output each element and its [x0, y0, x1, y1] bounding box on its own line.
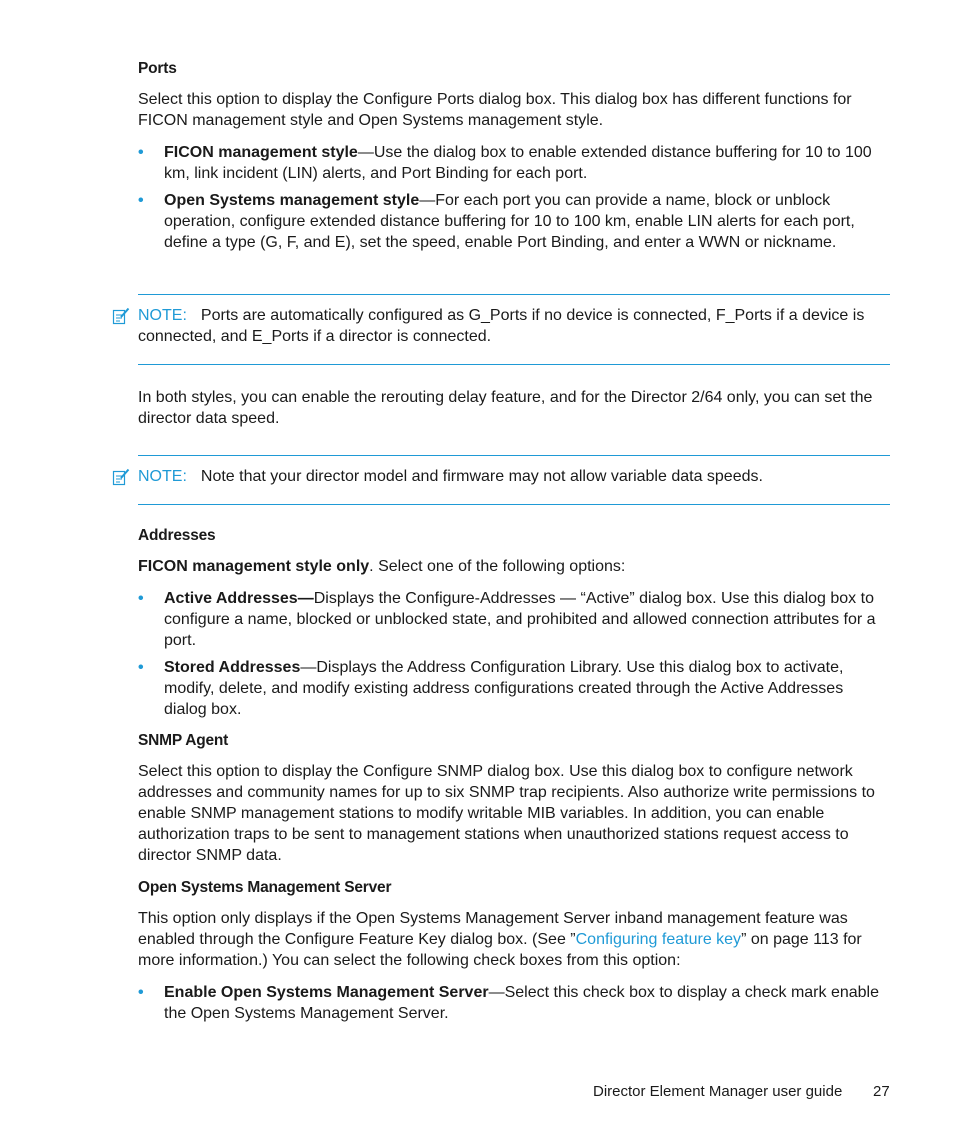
note-text: Note that your director model and firmware may not allow variable data speeds. — [200, 468, 763, 485]
bullet-text: —For each port you can provide a name, block or unblock operation, configure extended distance buffering for 10 to 100 km, enable LIN alerts for each port, define a type (G, F, and E), set the speed, enable Port Binding, and enter a WWN or nickname. — [164, 192, 855, 251]
note-top-rule — [138, 294, 890, 295]
osms-paragraph — [138, 908, 890, 971]
list-item — [138, 982, 890, 1024]
bullet-term: Active Addresses— — [164, 590, 314, 607]
note-bottom-rule — [138, 364, 890, 365]
note-box — [112, 305, 892, 347]
osms-heading: Open Systems Management Server — [138, 879, 392, 896]
ports-intro: Select this option to display the Configure Ports dialog box. This dialog box has different functions for FICON management style and Open Systems management style. — [138, 91, 852, 129]
note-label: NOTE: — [138, 468, 187, 485]
bullet-icon: • — [138, 659, 144, 676]
bullet-term: Open Systems management style — [164, 192, 420, 209]
styles-paragraph: In both styles, you can enable the rerouting delay feature, and for the Director 2/64 only, you can set the director data speed. — [138, 389, 873, 427]
footer-title: Director Element Manager user guide — [593, 1083, 843, 1100]
note-pencil-icon — [112, 468, 130, 486]
bullet-icon: • — [138, 144, 144, 161]
bullet-icon: • — [138, 590, 144, 607]
addresses-heading: Addresses — [138, 527, 216, 544]
note-label: NOTE: — [138, 307, 187, 324]
bullet-text: —Use the dialog box to enable extended distance buffering for 10 to 100 km, link incident (LIN) alerts, and Port Binding for each port. — [164, 144, 872, 182]
note-text: Ports are automatically configured as G_Ports if no device is connected, F_Ports if a device is connected, and E_Ports if a director is connected. — [138, 307, 865, 345]
bullet-text: Displays the Configure-Addresses — “Active” dialog box. Use this dialog box to configure a name, blocked or unblocked state, and prohibited and allowed connection attributes for a port. — [164, 590, 876, 649]
bullet-icon: • — [138, 984, 144, 1001]
note-box — [112, 466, 892, 487]
list-item — [138, 657, 890, 720]
bullet-icon: • — [138, 192, 144, 209]
snmp-heading: SNMP Agent — [138, 732, 229, 749]
osms-text-before: This option only displays if the Open Systems Management Server inband management feature was enabled through the Configure Feature Key dialog box. (See ” — [138, 910, 848, 948]
note-pencil-icon — [112, 307, 130, 325]
bullet-text: —Displays the Address Configuration Library. Use this dialog box to activate, modify, delete, and modify existing address configurations created through the Active Addresses dialog box. — [164, 659, 844, 718]
osms-text-after: ” on page 113 for more information.) You can select the following check boxes from this option: — [138, 931, 862, 969]
note-bottom-rule — [138, 504, 890, 505]
configuring-feature-key-link[interactable]: Configuring feature key — [575, 931, 742, 948]
list-item — [138, 190, 890, 253]
ports-heading: Ports — [138, 60, 177, 77]
snmp-paragraph: Select this option to display the Configure SNMP dialog box. Use this dialog box to configure network addresses and community names for up to six SNMP trap recipients. Also authorize write permissions to enable SNMP management stations to modify writable MIB variables. In addition, you can enable authorization traps to be sent to management stations when unauthorized stations request access to director SNMP data. — [138, 763, 875, 864]
note-top-rule — [138, 455, 890, 456]
bullet-term: Stored Addresses — [164, 659, 301, 676]
addresses-lead-bold: FICON management style only — [138, 558, 370, 575]
bullet-term: FICON management style — [164, 144, 358, 161]
page-number: 27 — [873, 1083, 890, 1100]
addresses-lead — [138, 556, 890, 577]
bullet-term: Enable Open Systems Management Server — [164, 984, 489, 1001]
bullet-text: —Select this check box to display a check mark enable the Open Systems Management Server. — [164, 984, 879, 1022]
list-item — [138, 142, 890, 184]
addresses-lead-rest: . Select one of the following options: — [369, 558, 626, 575]
list-item — [138, 588, 890, 651]
